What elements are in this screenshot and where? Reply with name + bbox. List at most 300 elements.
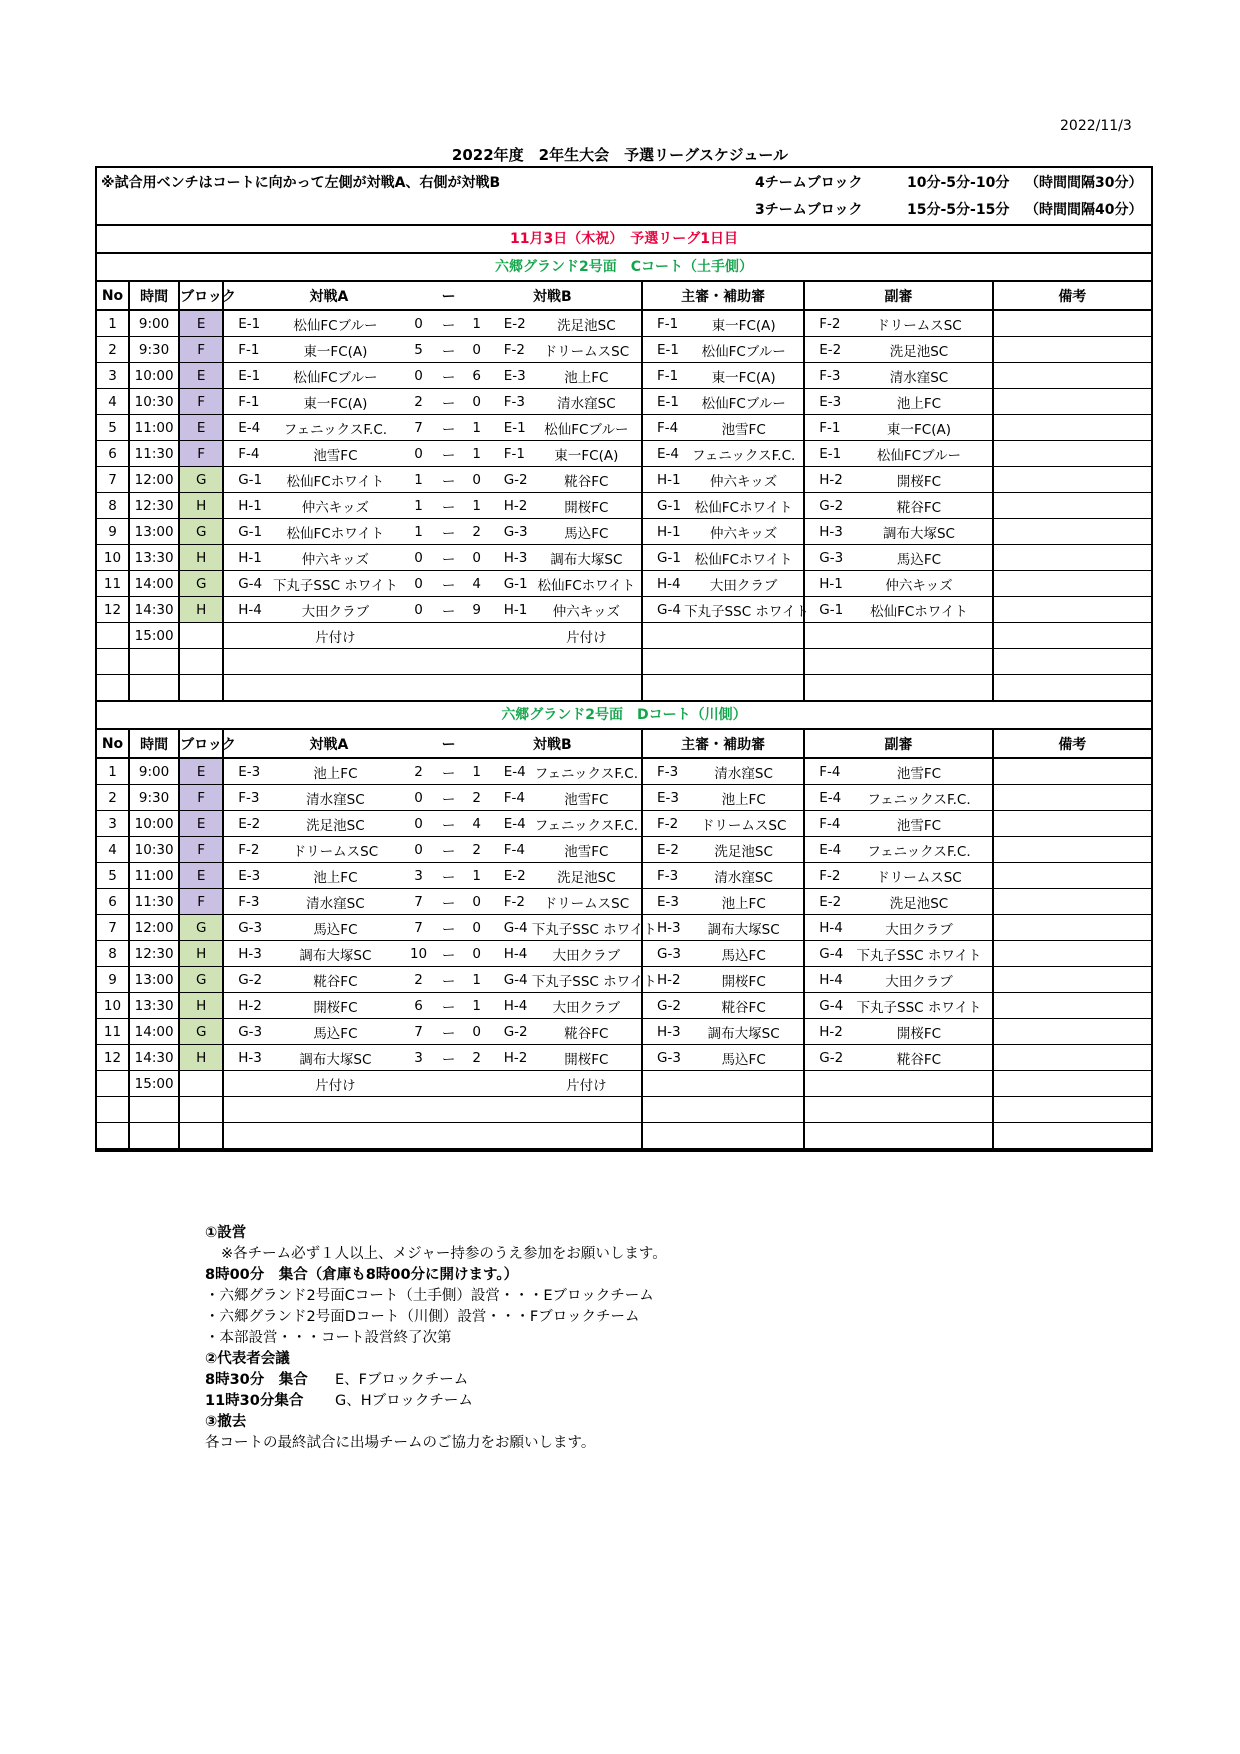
cell-referee-code: F-1 (642, 310, 684, 337)
cell-team-a-code: G-1 (223, 519, 267, 545)
table-row (97, 1123, 1151, 1150)
cell-team-b (532, 1097, 642, 1123)
table-row (97, 415, 1151, 441)
cell-team-a: 松仙FCブルー (267, 310, 403, 337)
cell-team-b-code (490, 1071, 532, 1097)
cell-block: G (179, 519, 223, 545)
header-team-b: 対戦B (464, 282, 642, 310)
cell-dash (434, 1071, 464, 1097)
cell-score-a: 6 (404, 993, 434, 1019)
cell-team-a-code: E-4 (223, 415, 267, 441)
cell-block: H (179, 1045, 223, 1071)
cell-sub-referee: 調布大塚SC (846, 519, 992, 545)
cell-dash (434, 675, 464, 702)
cell-score-b: 6 (464, 363, 490, 389)
cell-sub-referee-code: E-3 (804, 389, 846, 415)
cell-team-a: 松仙FCブルー (267, 363, 403, 389)
cell-score-a: 0 (404, 837, 434, 863)
cell-referee-code: H-3 (642, 1019, 684, 1045)
cell-score-b: 2 (464, 1045, 490, 1071)
cell-score-b (464, 649, 490, 675)
cell-referee (684, 1097, 804, 1123)
cell-team-a: 片付け (267, 1071, 403, 1097)
cell-team-a-code: F-4 (223, 441, 267, 467)
cell-score-a: 0 (404, 811, 434, 837)
cell-sub-referee-code: G-3 (804, 545, 846, 571)
cell-team-b: 片付け (532, 1071, 642, 1097)
cell-remarks (993, 623, 1151, 649)
cell-remarks (993, 1097, 1151, 1123)
cell-time: 9:00 (129, 310, 179, 337)
cell-time: 15:00 (129, 1071, 179, 1097)
cell-remarks (993, 889, 1151, 915)
cell-dash: ー (434, 915, 464, 941)
header-team-a: 対戦A (223, 282, 433, 310)
cell-team-a: 調布大塚SC (267, 941, 403, 967)
cell-block: E (179, 863, 223, 889)
cell-time: 11:30 (129, 441, 179, 467)
cell-team-b-code (490, 1123, 532, 1150)
cell-dash: ー (434, 493, 464, 519)
cell-no: 1 (97, 310, 129, 337)
cell-team-b: フェニックスF.C. (532, 811, 642, 837)
table-row (97, 597, 1151, 623)
cell-score-a (404, 675, 434, 702)
cell-dash: ー (434, 837, 464, 863)
cell-time: 9:30 (129, 337, 179, 363)
cell-no (97, 649, 129, 675)
cell-block (179, 649, 223, 675)
cell-block (179, 1123, 223, 1150)
cell-referee: ドリームスSC (684, 811, 804, 837)
cell-team-b: ドリームスSC (532, 889, 642, 915)
cell-no: 10 (97, 993, 129, 1019)
cell-score-b: 9 (464, 597, 490, 623)
cell-team-b: 糀谷FC (532, 467, 642, 493)
cell-sub-referee: 糀谷FC (846, 1045, 992, 1071)
cell-score-b: 4 (464, 571, 490, 597)
cell-block: F (179, 889, 223, 915)
cell-referee-code (642, 675, 684, 702)
header-block: ブロック (179, 282, 223, 310)
header-team-a: 対戦A (223, 730, 433, 758)
cell-sub-referee: フェニックスF.C. (846, 785, 992, 811)
cell-team-a-code: H-3 (223, 1045, 267, 1071)
cell-team-b: 開桜FC (532, 1045, 642, 1071)
cell-team-a: 片付け (267, 623, 403, 649)
table-row (97, 811, 1151, 837)
header-referee: 主審・補助審 (642, 282, 804, 310)
cell-block: E (179, 310, 223, 337)
cell-remarks (993, 363, 1151, 389)
cell-score-a: 0 (404, 597, 434, 623)
cell-team-a-code: H-4 (223, 597, 267, 623)
cell-sub-referee-code: F-3 (804, 363, 846, 389)
cell-dash: ー (434, 758, 464, 785)
cell-score-a: 10 (404, 941, 434, 967)
cell-no: 8 (97, 941, 129, 967)
cell-score-a (404, 649, 434, 675)
cell-no: 10 (97, 545, 129, 571)
cell-referee: 下丸子SSC ホワイト (684, 597, 804, 623)
cell-team-a-code: F-1 (223, 337, 267, 363)
cell-team-a: 馬込FC (267, 915, 403, 941)
cell-referee: フェニックスF.C. (684, 441, 804, 467)
cell-sub-referee-code (804, 1123, 846, 1150)
cell-team-b: 調布大塚SC (532, 545, 642, 571)
cell-referee-code: E-1 (642, 337, 684, 363)
cell-referee-code (642, 1071, 684, 1097)
header-dash: ー (434, 730, 464, 758)
cell-no: 9 (97, 967, 129, 993)
cell-block: H (179, 941, 223, 967)
cell-team-b: 洗足池SC (532, 310, 642, 337)
cell-no (97, 623, 129, 649)
cell-time: 10:30 (129, 389, 179, 415)
cell-team-b-code: G-2 (490, 1019, 532, 1045)
header-sub-referee: 副審 (804, 730, 992, 758)
cell-team-b-code: F-2 (490, 337, 532, 363)
cell-remarks (993, 310, 1151, 337)
court-title: 六郷グランド2号面 Dコート（川側） (97, 702, 1151, 730)
cell-team-b-code: F-1 (490, 441, 532, 467)
cell-team-a-code: G-3 (223, 1019, 267, 1045)
table-row (97, 915, 1151, 941)
cell-team-a-code: F-1 (223, 389, 267, 415)
cell-team-a (267, 1097, 403, 1123)
cell-team-a: 仲六キッズ (267, 545, 403, 571)
cell-no: 6 (97, 889, 129, 915)
header-time: 時間 (129, 282, 179, 310)
cell-team-b: 大田クラブ (532, 941, 642, 967)
cell-team-b: 大田クラブ (532, 993, 642, 1019)
cell-no (97, 1097, 129, 1123)
cell-team-b: 開桜FC (532, 493, 642, 519)
cell-sub-referee: フェニックスF.C. (846, 837, 992, 863)
cell-referee (684, 649, 804, 675)
cell-referee-code (642, 1097, 684, 1123)
cell-score-a: 0 (404, 785, 434, 811)
cell-remarks (993, 441, 1151, 467)
table-row (97, 545, 1151, 571)
cell-referee-code: H-1 (642, 467, 684, 493)
cell-time: 12:30 (129, 493, 179, 519)
cell-remarks (993, 837, 1151, 863)
cell-team-a: ドリームスSC (267, 837, 403, 863)
header-remarks: 備考 (993, 282, 1151, 310)
cell-no: 11 (97, 571, 129, 597)
cell-sub-referee-code: F-4 (804, 758, 846, 785)
cell-team-b: 下丸子SSC ホワイト (532, 967, 642, 993)
cell-block: F (179, 441, 223, 467)
cell-team-b-code (490, 649, 532, 675)
cell-team-a: 糀谷FC (267, 967, 403, 993)
cell-remarks (993, 758, 1151, 785)
cell-team-a: 池雪FC (267, 441, 403, 467)
cell-referee-code: G-4 (642, 597, 684, 623)
cell-team-a (267, 649, 403, 675)
meeting-row (205, 1370, 667, 1391)
cell-dash: ー (434, 993, 464, 1019)
cell-block: G (179, 467, 223, 493)
cell-remarks (993, 597, 1151, 623)
cell-remarks (993, 649, 1151, 675)
cell-referee: 池上FC (684, 785, 804, 811)
setup-item: ・本部設営・・・コート設営終了次第 (205, 1330, 452, 1346)
cell-remarks (993, 337, 1151, 363)
cell-sub-referee: 糀谷FC (846, 493, 992, 519)
cell-sub-referee-code: E-2 (804, 337, 846, 363)
cell-score-b (464, 623, 490, 649)
cell-score-b: 1 (464, 967, 490, 993)
cell-sub-referee-code: F-2 (804, 310, 846, 337)
cell-no: 3 (97, 363, 129, 389)
cell-team-b-code: E-3 (490, 363, 532, 389)
cell-block (179, 1097, 223, 1123)
cell-referee-code: E-4 (642, 441, 684, 467)
cell-score-b: 2 (464, 519, 490, 545)
notes-section (97, 168, 1151, 226)
cell-referee-code: H-2 (642, 967, 684, 993)
cell-team-b-code: G-4 (490, 915, 532, 941)
cell-sub-referee-code (804, 675, 846, 702)
cell-team-a-code: G-2 (223, 967, 267, 993)
cell-no (97, 1071, 129, 1097)
cell-dash (434, 623, 464, 649)
cell-referee: 松仙FCブルー (684, 389, 804, 415)
cell-sub-referee (846, 649, 992, 675)
cell-time: 14:30 (129, 1045, 179, 1071)
cell-referee: 仲六キッズ (684, 467, 804, 493)
table-row (97, 993, 1151, 1019)
meeting-teams: E、Fブロックチーム (335, 1372, 469, 1388)
cell-remarks (993, 915, 1151, 941)
cell-remarks (993, 1123, 1151, 1150)
cell-time (129, 1123, 179, 1150)
cell-no: 3 (97, 811, 129, 837)
cell-sub-referee-code: E-4 (804, 837, 846, 863)
cell-sub-referee-code: F-1 (804, 415, 846, 441)
cell-referee-code: E-1 (642, 389, 684, 415)
cell-score-a (404, 623, 434, 649)
cell-block: H (179, 993, 223, 1019)
cell-sub-referee-code (804, 1097, 846, 1123)
cell-score-b: 2 (464, 837, 490, 863)
cell-sub-referee-code: H-2 (804, 1019, 846, 1045)
cell-dash: ー (434, 415, 464, 441)
cell-team-a-code: E-1 (223, 363, 267, 389)
cell-score-a: 5 (404, 337, 434, 363)
table-row (97, 649, 1151, 675)
cell-dash (434, 649, 464, 675)
cell-no: 5 (97, 863, 129, 889)
cell-score-b: 2 (464, 785, 490, 811)
cell-team-b-code: F-4 (490, 837, 532, 863)
cell-sub-referee: 松仙FCホワイト (846, 597, 992, 623)
cell-team-a-code: G-3 (223, 915, 267, 941)
cell-referee-code (642, 649, 684, 675)
cell-dash: ー (434, 1045, 464, 1071)
cell-time: 13:30 (129, 993, 179, 1019)
cell-referee: 馬込FC (684, 941, 804, 967)
cell-dash (434, 1097, 464, 1123)
cell-team-b: 清水窪SC (532, 389, 642, 415)
cell-remarks (993, 967, 1151, 993)
cell-team-b-code (490, 623, 532, 649)
cell-sub-referee (846, 1123, 992, 1150)
cell-team-b: 洗足池SC (532, 863, 642, 889)
cell-dash: ー (434, 441, 464, 467)
cell-referee-code: H-3 (642, 915, 684, 941)
cell-dash: ー (434, 889, 464, 915)
table-row (97, 785, 1151, 811)
table-row (97, 758, 1151, 785)
cell-sub-referee-code: G-1 (804, 597, 846, 623)
cell-dash: ー (434, 389, 464, 415)
cell-team-b (532, 675, 642, 702)
cell-time (129, 649, 179, 675)
cell-time: 9:30 (129, 785, 179, 811)
table-header (97, 282, 1151, 310)
cell-time: 11:00 (129, 415, 179, 441)
cell-referee-code: F-3 (642, 863, 684, 889)
cell-referee: 糀谷FC (684, 993, 804, 1019)
cell-no: 7 (97, 467, 129, 493)
cell-block: H (179, 493, 223, 519)
cell-block: E (179, 415, 223, 441)
schedule-table (97, 282, 1151, 702)
setup-item: ・六郷グランド2号面Cコート（土手側）設営・・・Eブロックチーム (205, 1288, 654, 1304)
cell-sub-referee (846, 623, 992, 649)
cell-referee-code: E-3 (642, 889, 684, 915)
cell-remarks (993, 941, 1151, 967)
cell-referee-code: F-4 (642, 415, 684, 441)
table-row (97, 493, 1151, 519)
cell-score-a: 2 (404, 389, 434, 415)
cell-sub-referee: 清水窪SC (846, 363, 992, 389)
cell-score-b: 1 (464, 758, 490, 785)
cell-team-a: 東一FC(A) (267, 389, 403, 415)
cell-team-a-code: E-1 (223, 310, 267, 337)
cell-sub-referee: 池上FC (846, 389, 992, 415)
cell-dash: ー (434, 571, 464, 597)
cell-score-a: 7 (404, 1019, 434, 1045)
table-row (97, 623, 1151, 649)
document-title: 2022年度 2年生大会 予選リーグスケジュール (451, 146, 789, 164)
cell-time: 15:00 (129, 623, 179, 649)
cell-team-b: 仲六キッズ (532, 597, 642, 623)
cell-score-b: 1 (464, 415, 490, 441)
cell-score-a: 0 (404, 363, 434, 389)
cell-referee-code: G-3 (642, 1045, 684, 1071)
header-team-b: 対戦B (464, 730, 642, 758)
cell-referee: 馬込FC (684, 1045, 804, 1071)
cell-team-b: 糀谷FC (532, 1019, 642, 1045)
cell-remarks (993, 1071, 1151, 1097)
cell-referee-code: G-2 (642, 993, 684, 1019)
cell-team-a-code (223, 1097, 267, 1123)
cell-team-a (267, 1123, 403, 1150)
cell-remarks (993, 1045, 1151, 1071)
cell-time: 14:00 (129, 571, 179, 597)
cell-team-b-code: E-1 (490, 415, 532, 441)
table-row (97, 1097, 1151, 1123)
cell-team-b: 池上FC (532, 363, 642, 389)
meeting-title: ②代表者会議 (205, 1351, 290, 1367)
cell-score-b (464, 1097, 490, 1123)
cell-remarks (993, 993, 1151, 1019)
cell-score-a: 1 (404, 467, 434, 493)
cell-referee-code: F-1 (642, 363, 684, 389)
cell-no: 2 (97, 337, 129, 363)
cell-team-b: 池雪FC (532, 785, 642, 811)
cell-team-a-code: F-2 (223, 837, 267, 863)
cell-no: 4 (97, 837, 129, 863)
cell-dash (434, 1123, 464, 1150)
cell-referee-code: F-3 (642, 758, 684, 785)
cell-referee-code: F-2 (642, 811, 684, 837)
cell-dash: ー (434, 863, 464, 889)
cell-sub-referee: 大田クラブ (846, 967, 992, 993)
cell-sub-referee-code: F-4 (804, 811, 846, 837)
cell-sub-referee-code: H-2 (804, 467, 846, 493)
cell-dash: ー (434, 337, 464, 363)
cell-time: 11:00 (129, 863, 179, 889)
header-referee: 主審・補助審 (642, 730, 804, 758)
table-row (97, 337, 1151, 363)
cell-team-a-code: H-1 (223, 493, 267, 519)
cell-time: 14:30 (129, 597, 179, 623)
cell-score-a (404, 1071, 434, 1097)
cell-score-a: 1 (404, 493, 434, 519)
cell-team-a-code: H-2 (223, 993, 267, 1019)
cell-sub-referee-code: H-3 (804, 519, 846, 545)
cell-sub-referee-code: G-4 (804, 941, 846, 967)
cell-score-b: 0 (464, 889, 490, 915)
cell-sub-referee-code: G-4 (804, 993, 846, 1019)
table-row (97, 1045, 1151, 1071)
meeting-time: 11時30分集合 (205, 1393, 304, 1409)
table-row (97, 519, 1151, 545)
cell-team-a: 調布大塚SC (267, 1045, 403, 1071)
cell-time: 10:00 (129, 811, 179, 837)
cell-dash: ー (434, 545, 464, 571)
cell-score-b: 4 (464, 811, 490, 837)
cell-time: 13:00 (129, 967, 179, 993)
cell-team-b: 片付け (532, 623, 642, 649)
cell-score-b: 1 (464, 310, 490, 337)
cell-sub-referee: ドリームスSC (846, 310, 992, 337)
table-row (97, 467, 1151, 493)
cell-dash: ー (434, 597, 464, 623)
cell-sub-referee-code: H-4 (804, 967, 846, 993)
cell-score-b: 1 (464, 441, 490, 467)
cell-score-b: 0 (464, 389, 490, 415)
cell-sub-referee-code: E-1 (804, 441, 846, 467)
cell-sub-referee: 池雪FC (846, 811, 992, 837)
cell-no: 5 (97, 415, 129, 441)
cell-team-b-code: F-2 (490, 889, 532, 915)
cell-time: 11:30 (129, 889, 179, 915)
footer-notes (205, 1223, 667, 1454)
cell-remarks (993, 1019, 1151, 1045)
cell-score-b (464, 675, 490, 702)
cell-sub-referee-code (804, 649, 846, 675)
cell-remarks (993, 571, 1151, 597)
cell-team-a: 池上FC (267, 758, 403, 785)
cell-no: 4 (97, 389, 129, 415)
cell-block (179, 675, 223, 702)
